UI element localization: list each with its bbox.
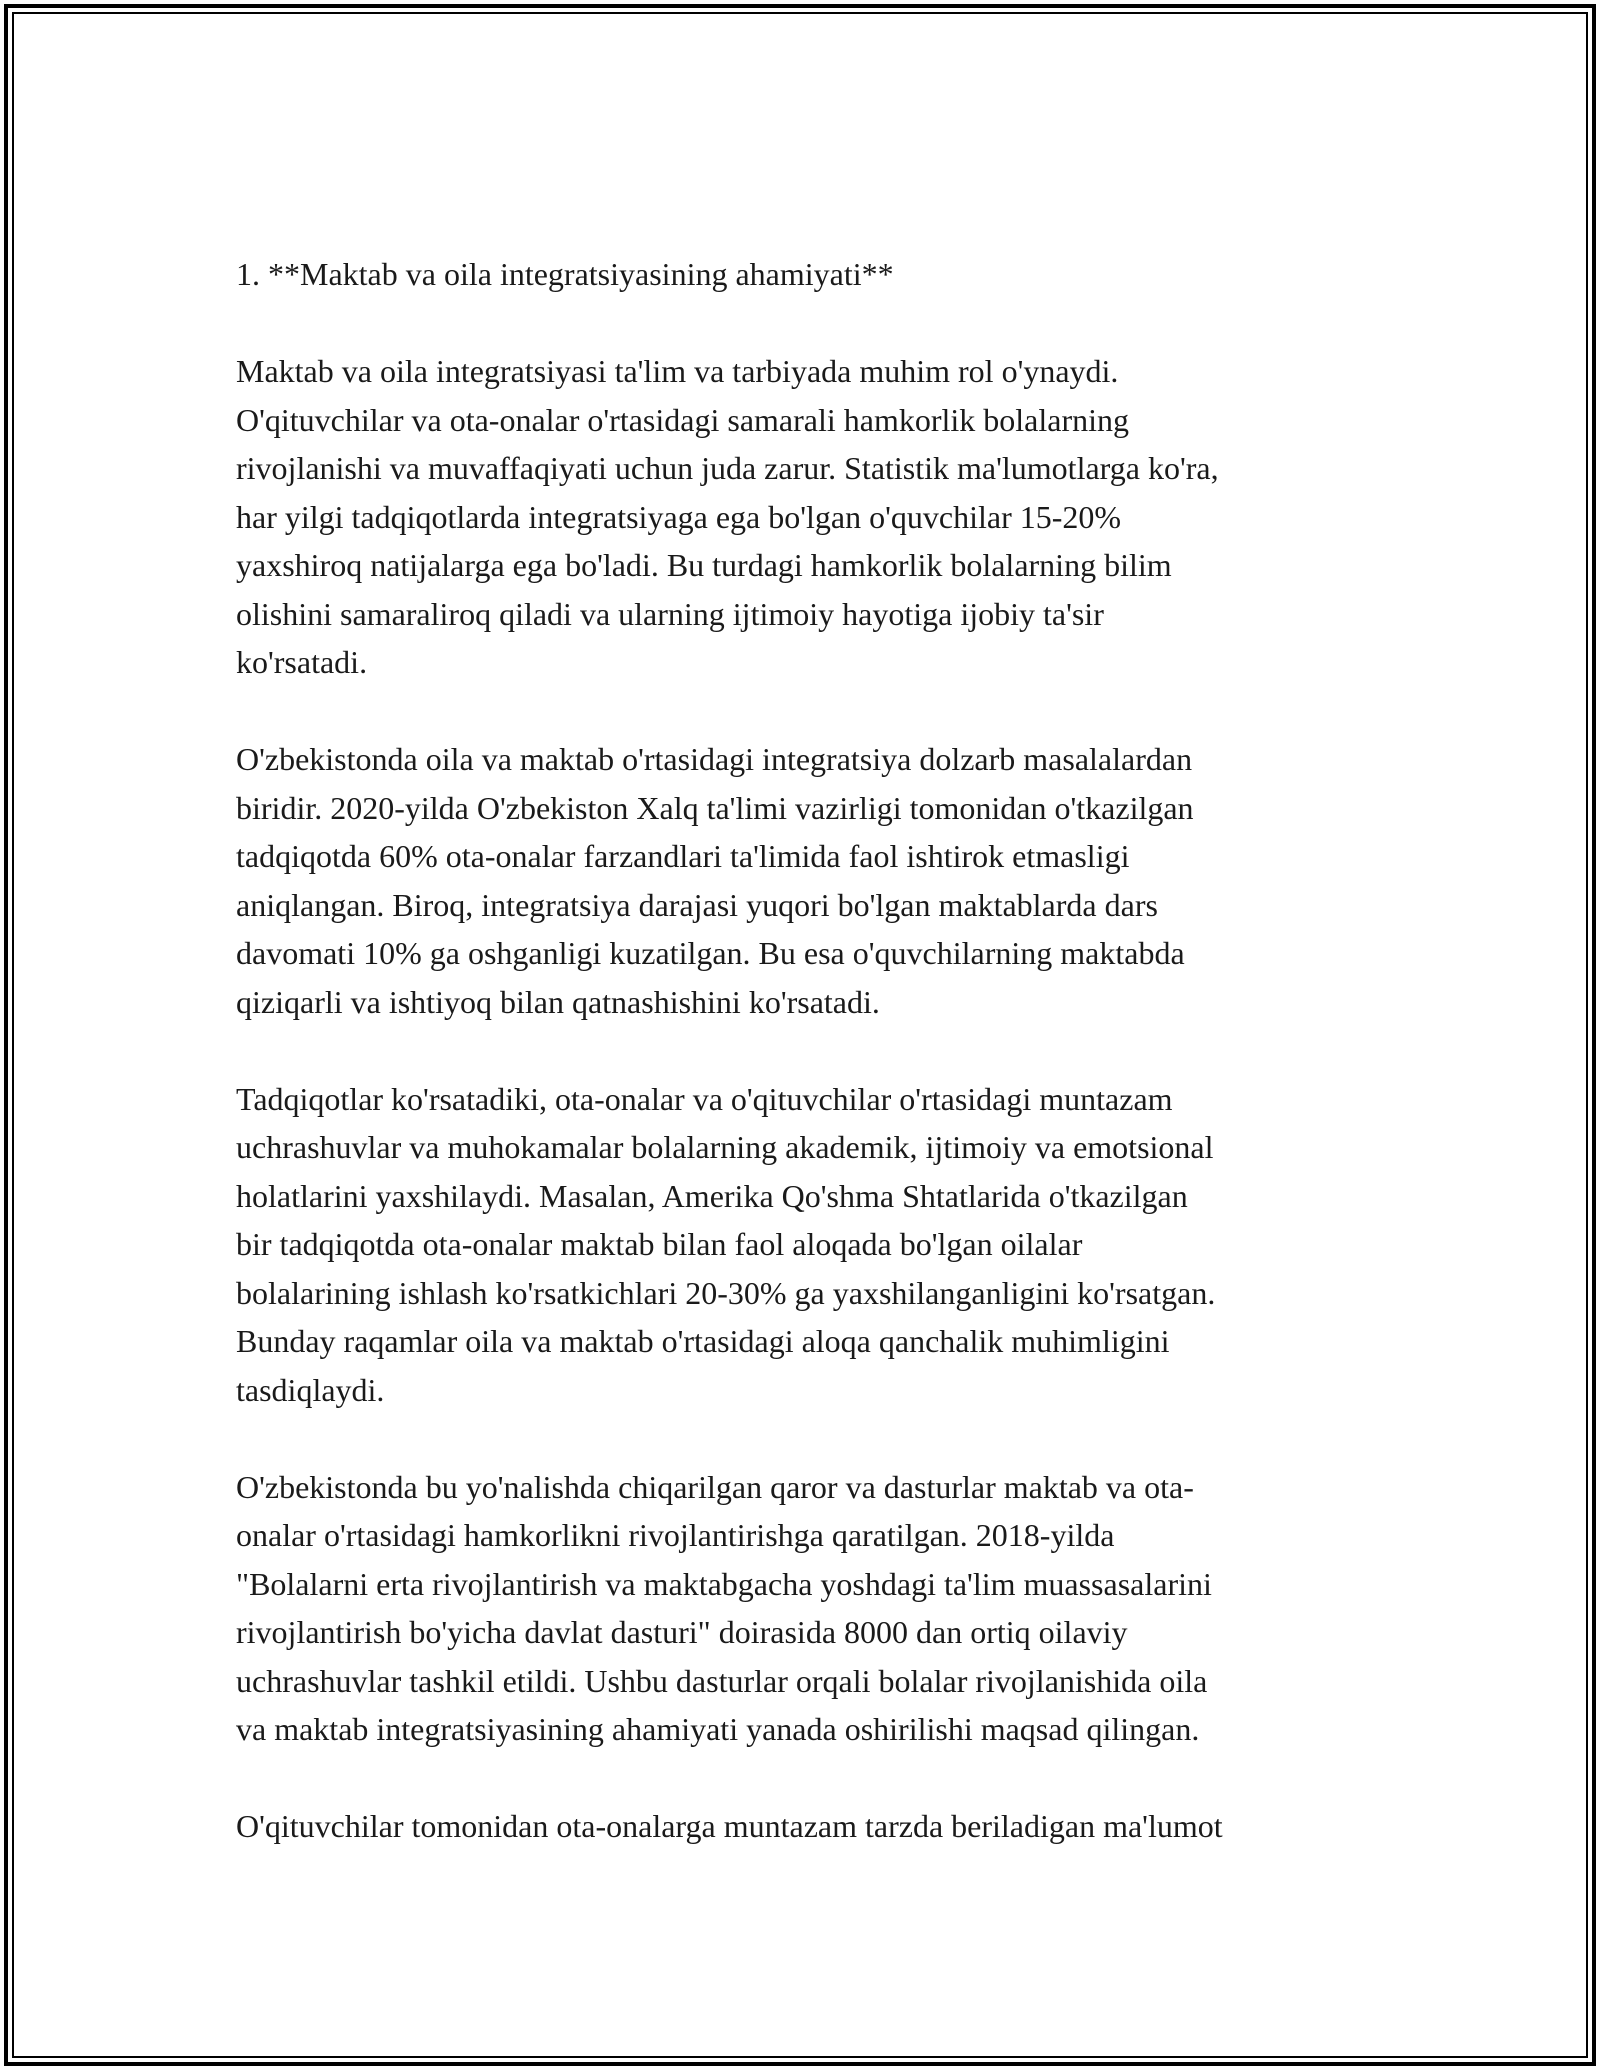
text-line: tadqiqotda 60% ota-onalar farzandlari ta'limida faol ishtirok etmasligi <box>236 838 1130 874</box>
text-line: uchrashuvlar tashkil etildi. Ushbu dasturlar orqali bolalar rivojlanishida oila <box>236 1662 1208 1699</box>
text-line: Bunday raqamlar oila va maktab o'rtasidagi aloqa qanchalik muhimligini <box>236 1323 1170 1359</box>
text-line: Maktab va oila integratsiyasi ta'lim va tarbiyada muhim rol o'ynaydi. <box>236 353 1119 389</box>
text-line: bolalarining ishlash ko'rsatkichlari 20-30% ga yaxshilanganligini ko'rsatgan. <box>236 1274 1216 1311</box>
paragraph-5 <box>236 1802 1376 1851</box>
text-line: bir tadqiqotda ota-onalar maktab bilan faol aloqada bo'lgan oilalar <box>236 1226 1083 1262</box>
document-body <box>236 250 1376 1899</box>
text-line: "Bolalarni erta rivojlantirish va maktabgacha yoshdagi ta'lim muassasalarini <box>236 1565 1212 1602</box>
text-line: uchrashuvlar va muhokamalar bolalarning akademik, ijtimoiy va emotsional <box>236 1129 1214 1165</box>
paragraph-3 <box>236 1075 1376 1415</box>
text-line: O'zbekistonda oila va maktab o'rtasidagi integratsiya dolzarb masalalardan <box>236 741 1193 777</box>
text-line: ko'rsatadi. <box>236 644 368 680</box>
text-line: O'zbekistonda bu yo'nalishda chiqarilgan qaror va dasturlar maktab va ota- <box>236 1468 1194 1505</box>
text-line: rivojlantirish bo'yicha davlat dasturi" doirasida 8000 dan ortiq oilaviy <box>236 1614 1128 1650</box>
text-line: tasdiqlaydi. <box>236 1371 385 1408</box>
text-line: O'qituvchilar tomonidan ota-onalarga muntazam tarzda beriladigan ma'lumot <box>236 1808 1223 1844</box>
text-line: onalar o'rtasidagi hamkorlikni rivojlantirishga qaratilgan. 2018-yilda <box>236 1517 1115 1553</box>
text-line: va maktab integratsiyasining ahamiyati yanada oshirilishi maqsad qilingan. <box>236 1711 1200 1747</box>
paragraph-2 <box>236 735 1376 1026</box>
text-line: aniqlangan. Biroq, integratsiya darajasi yuqori bo'lgan maktablarda dars <box>236 886 1158 923</box>
text-line: olishini samaraliroq qiladi va ularning ijtimoiy hayotiga ijobiy ta'sir <box>236 595 1104 632</box>
paragraph-4 <box>236 1463 1376 1754</box>
text-line: davomati 10% ga oshganligi kuzatilgan. Bu esa o'quvchilarning maktabda <box>236 935 1185 971</box>
paragraph-1 <box>236 347 1376 687</box>
text-line: qiziqarli va ishtiyoq bilan qatnashishini ko'rsatadi. <box>236 983 880 1020</box>
text-line: biridir. 2020-yilda O'zbekiston Xalq ta'limi vazirligi tomonidan o'tkazilgan <box>236 789 1194 826</box>
text-line: Tadqiqotlar ko'rsatadiki, ota-onalar va o'qituvchilar o'rtasidagi muntazam <box>236 1080 1173 1117</box>
text-line: yaxshiroq natijalarga ega bo'ladi. Bu turdagi hamkorlik bolalarning bilim <box>236 547 1172 583</box>
text-line: O'qituvchilar va ota-onalar o'rtasidagi samarali hamkorlik bolalarning <box>236 401 1130 438</box>
section-heading: 1. **Maktab va oila integratsiyasining ahamiyati** <box>236 256 894 292</box>
text-line: holatlarini yaxshilaydi. Masalan, Amerika Qo'shma Shtatlarida o'tkazilgan <box>236 1177 1188 1214</box>
text-line: rivojlanishi va muvaffaqiyati uchun juda zarur. Statistik ma'lumotlarga ko'ra, <box>236 450 1219 486</box>
text-line: har yilgi tadqiqotlarda integratsiyaga ega bo'lgan o'quvchilar 15-20% <box>236 498 1122 535</box>
